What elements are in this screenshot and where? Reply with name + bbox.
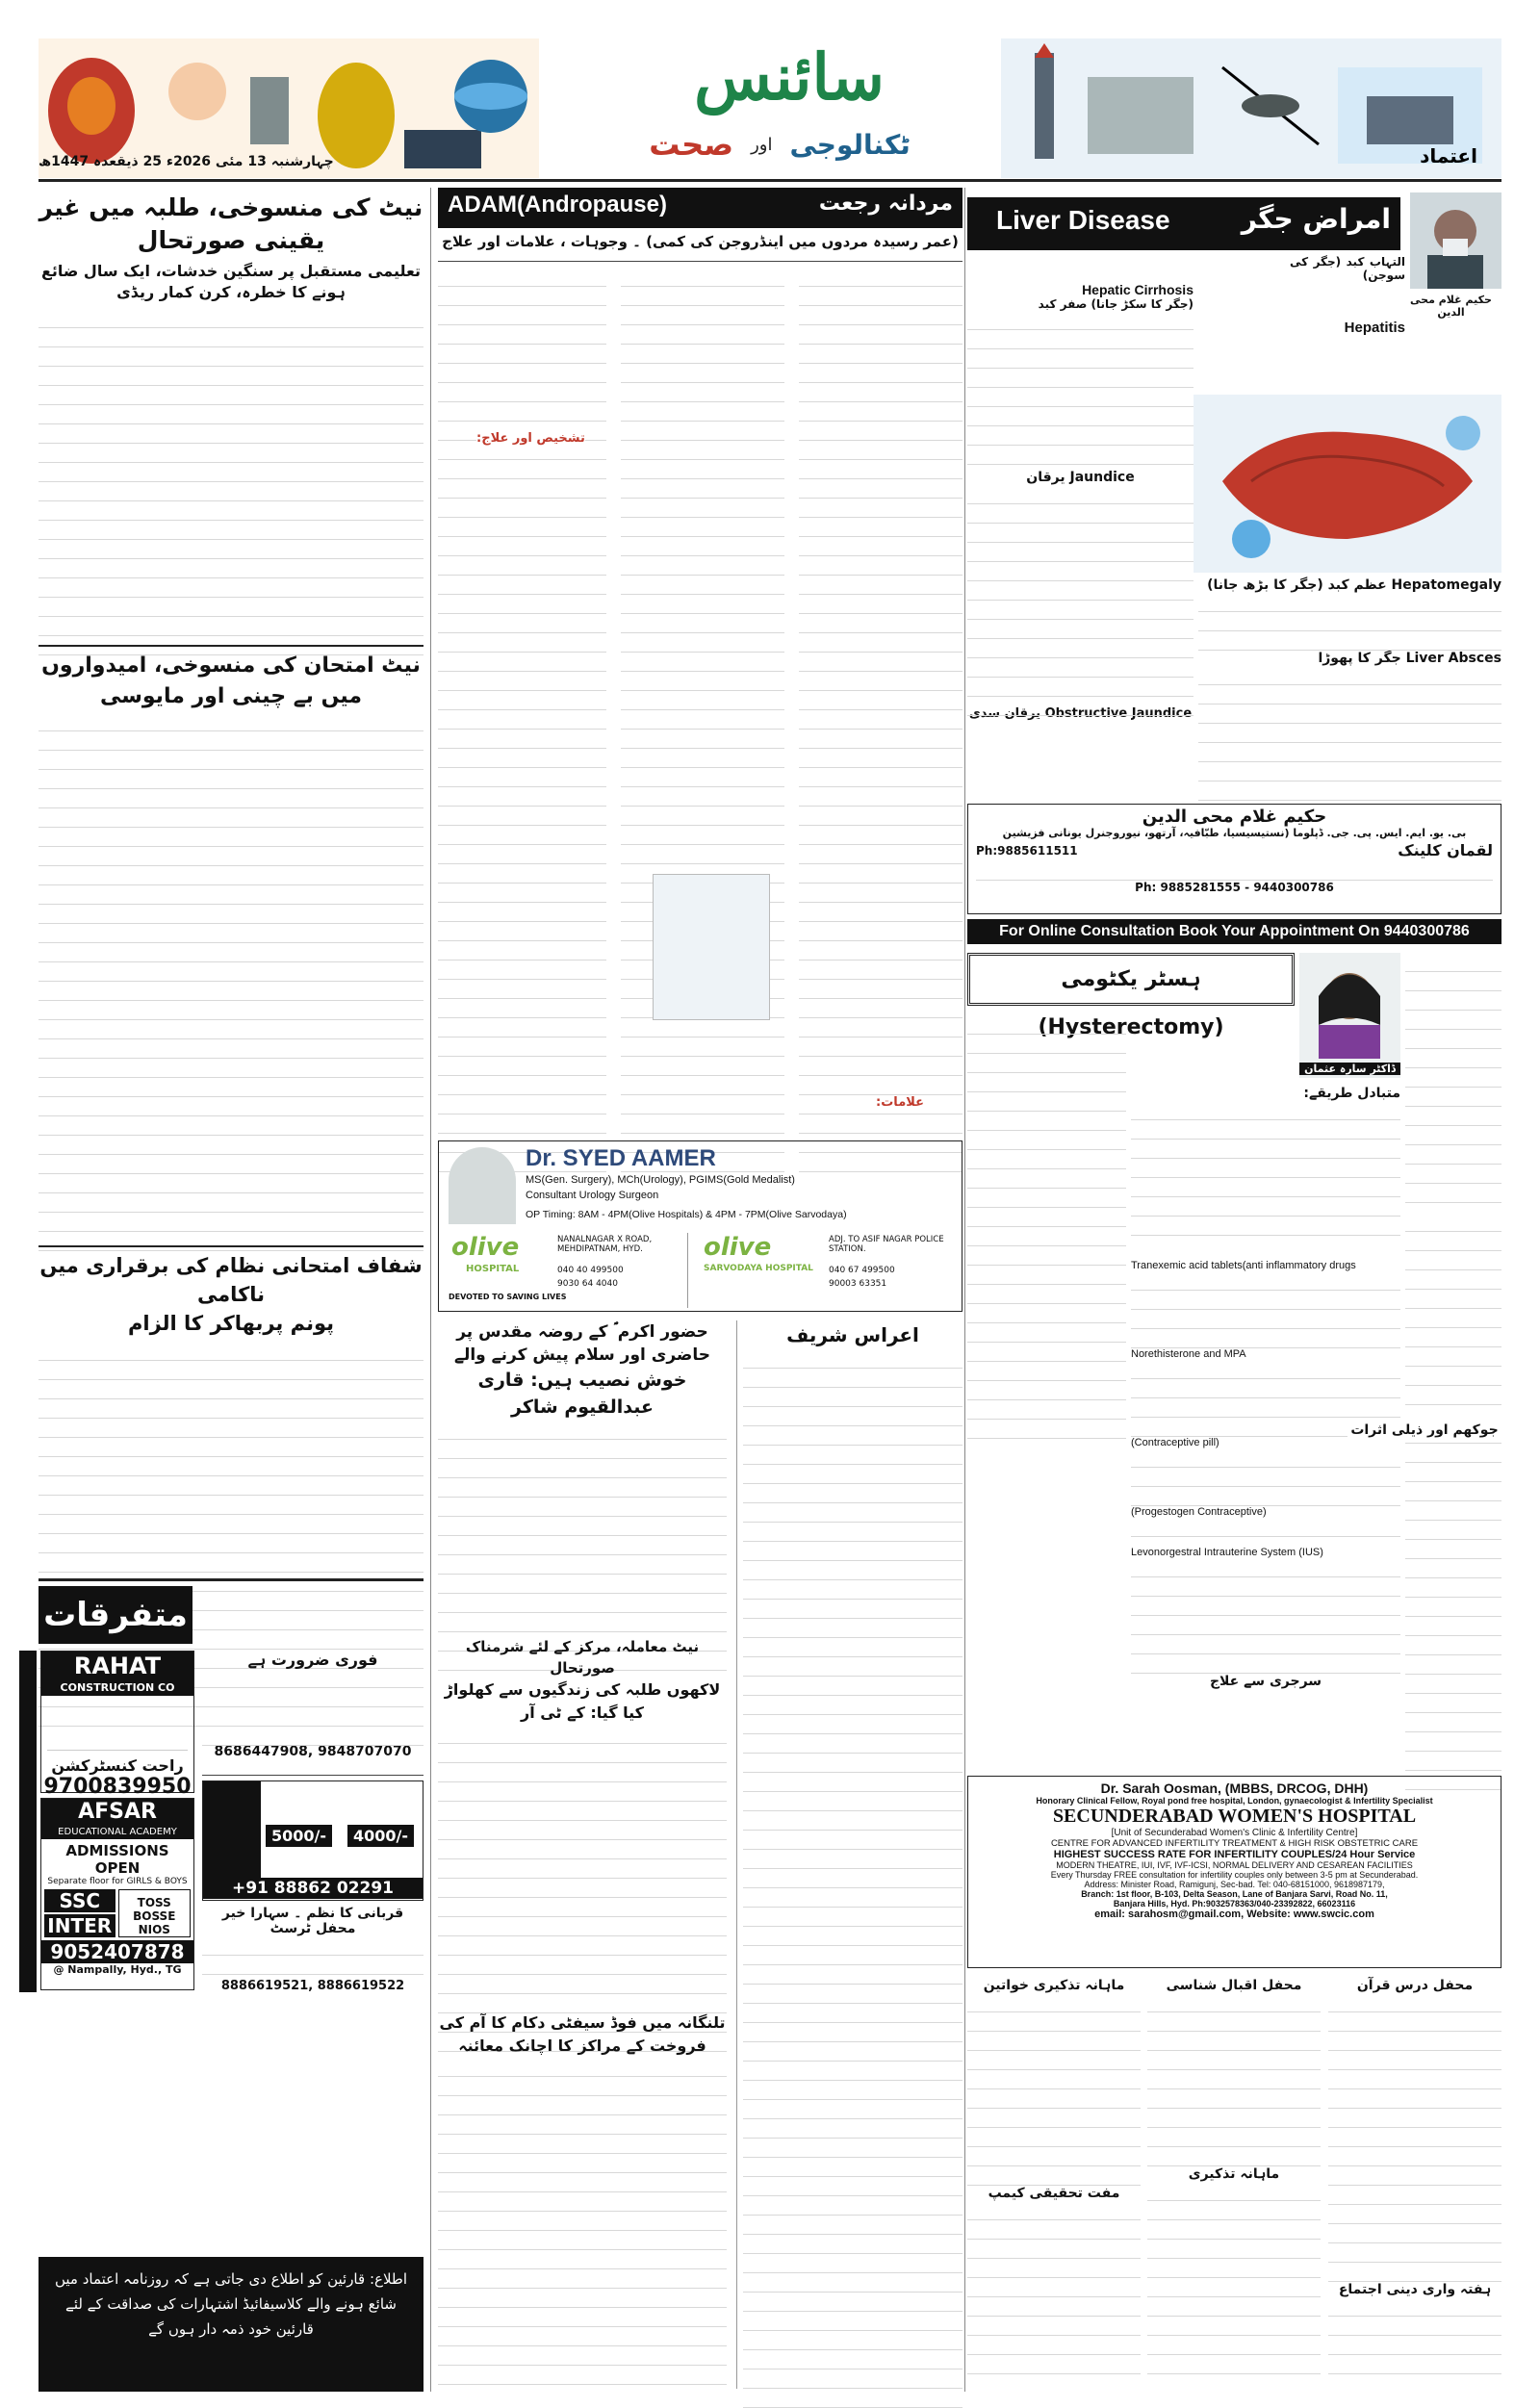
adam-title-urdu: مردانہ رجعت [818,192,953,216]
hakim-photo [1410,192,1502,289]
paper-logo: اعتماد [1420,144,1477,167]
hyst-meds [1131,1256,1400,1776]
swh-email: email: sarahosm@gmail.com, Website: www.swcic.com [1094,1908,1374,1920]
hyst-alternatives-heading: متبادل طریقے: [1303,1086,1400,1101]
obstructive-en: Obstructive Jaundice [1044,706,1193,721]
swh-ad [967,1776,1502,1968]
left-article-1-body [38,309,424,641]
med-5: Levonorgestral Intrauterine System (IUS) [1131,1547,1323,1558]
left-article-2-body [38,712,424,1242]
rahat-phone: 9700839950 [43,1775,192,1799]
hakim-ad [967,804,1502,914]
masthead-sub-2: ٹکنالوجی [789,128,911,161]
swh-title: SECUNDERABAD WOMEN'S HOSPITAL [1052,1806,1417,1827]
rahat-ad [40,1651,194,1799]
left-headline-2: نیٹ امتحان کی منسوخی، امیدواروں میں بے چینی اور مایوسی [41,653,421,708]
med-3: (Contraceptive pill) [1131,1437,1219,1448]
swh-line-2: HIGHEST SUCCESS RATE FOR INFERTILITY COUPLES/24 Hour Service [1053,1849,1416,1860]
masthead-sub-1: صحت [649,126,734,163]
hakim-caption: حکیم غلام محی الدین [1410,294,1492,319]
story-4-heading: تلنگانہ میں فوڈ سیفٹی دکام کا آم کی فروخت کے مراکز کا اچانک معائنہ [439,2013,726,2055]
qurbani-heading: قربانی کا نظم ۔ سہارا خیر محفل ٹرسٹ [221,1906,404,1936]
hepatitis-en: Hepatitis [1344,320,1405,336]
cirrhosis-ur: (جگر کا سکڑ جانا) صفر کبد [1038,297,1194,311]
swh-fellow: Honorary Clinical Fellow, Royal pond free hospital, London, gynaecologist & Infertility Specialist [1036,1796,1433,1806]
adam-illustration [653,874,770,1020]
hyst-doctor-caption: ڈاکٹر سارہ عثمان [1299,1063,1400,1075]
doctor-title: Consultant Urology Surgeon [526,1190,659,1201]
olive1-ph1: 040 40 499500 [557,1266,624,1275]
olive1-ph2: 9030 64 4040 [557,1279,618,1289]
afsar-separate: Separate floor for GIRLS & BOYS [47,1877,188,1886]
afsar-toss: TOSS BOSSE NIOS [118,1889,192,1937]
swh-line-1: CENTRE FOR ADVANCED INFERTILITY TREATMENT & HIGH RISK OBSTETRIC CARE [1050,1838,1419,1849]
luqman-clinic: لقمان کلینک [1398,841,1493,859]
notice-heading-5: ہفتہ واری دینی اجتماع [1338,2282,1492,2297]
liver-title-urdu: امراض جگر [1241,203,1391,235]
adam-title-en: ADAM(Andropause) [448,192,667,218]
hakim-ad-name: حکیم غلام محی الدین [1142,807,1327,827]
abscess-ur: جگر کا پھوڑا [1318,651,1401,666]
olive2-ph1: 040 67 499500 [829,1266,895,1275]
afsar-admissions: ADMISSIONS OPEN [65,1842,169,1877]
hepatomegaly-heading [1198,577,1502,593]
bottom-notices [967,1978,1502,2392]
hepatomegaly-ur: عظم کبد (جگر کا بڑھ جانا) [1207,577,1387,593]
doctor-name: Dr. SYED AAMER [526,1145,716,1171]
bhaskar-strip [19,1651,37,1992]
olive1-addr: NANALNAGAR X ROAD, MEHDIPATNAM, HYD. [557,1235,653,1254]
swh-line-3: MODERN THEATRE, IUI, IVF, IVF-ICSI, NORMAL DELIVERY AND CESAREAN FACILITIES [1056,1860,1413,1870]
masthead-date: چہارشنبہ 13 مئی 2026ء 25 ذیقعدہ 1447ھ [38,154,334,169]
abscess-en: Liver Absces [1405,651,1502,666]
madrasa-ad: 5000/- 4000/- +91 88862 02291 [202,1780,424,1901]
story-3-heading: لاکھوں طلبہ کی زندگیوں سے کھلواڑ کیا گیا: کے ٹی آر [444,1680,721,1722]
hakim-portrait-icon [1410,192,1502,289]
swh-address: Address: Minister Road, Ramigunj, Sec-bad. Tel: 040-68151000, 9618987179, [1084,1880,1385,1889]
olive2-ph2: 90003 63351 [829,1279,887,1289]
jaundice-ur: یرقان [1026,470,1065,485]
olive1-sub: HOSPITAL [466,1264,520,1274]
afsar-inter: INTER [44,1914,116,1937]
story-2 [438,1320,727,1628]
med-4: (Progestogen Contraceptive) [1131,1506,1267,1518]
hyst-body-right [1405,953,1502,1203]
qurbani-ad [202,1906,424,1992]
hepatitis-urdu: التہاب کبد (جگر کی سوجن) [1290,255,1405,282]
swh-branch-2: Banjara Hills, Hyd. Ph:9032578363/040-23392822, 66023116 [1113,1899,1356,1908]
clinic-phone-1: Ph:9885611511 [976,843,1078,858]
mutafarriqat-heading: متفرقات [38,1586,192,1644]
hyst-surgery-heading: سرجری سے علاج [1209,1674,1322,1689]
olive1-tag: DEVOTED TO SAVING LIVES [449,1293,567,1301]
hakim-ad-quals: بی. یو. ایم. ایس. پی. جی. ڈپلوما (نستیسیسیا، طبّافیہ، آرتھو، نیوروجنرل یونانی فزیشین [1002,827,1467,839]
op-timing: OP Timing: 8AM - 4PM(Olive Hospitals) & 4PM - 7PM(Olive Sarvodaya) [526,1209,847,1220]
clinic-phone-2: Ph: 9885281555 - 9440300786 [1135,881,1334,894]
jaundice-en: Jaundice [1069,470,1135,485]
story-2-subheading: خوش نصیب ہیں: قاری عبدالقیوم شاکر [477,1370,687,1418]
masthead-sub-and: اور [751,134,773,155]
adam-symptoms-heading: علامات: [876,1095,924,1110]
liver-title-en: Liver Disease [996,205,1170,235]
notice-heading-3: محفل اقبال شناسی [1166,1978,1302,1993]
olive-ad [438,1140,962,1312]
online-consult-bar: For Online Consultation Book Your Appointment On 9440300786 [967,919,1502,944]
adam-body [438,268,962,1134]
fori-ad [202,1651,424,1776]
liver-illustration [1194,395,1502,573]
fori-heading: فوری ضرورت ہے [247,1651,378,1669]
swh-line-4: Every Thursday FREE consultation for infertility couples only between 3-5 pm at Secunderabad. [1050,1870,1419,1880]
olive2-sub: SARVODAYA HOSPITAL [704,1264,813,1273]
olive2-logo: olive [704,1233,772,1262]
afsar-title: AFSAR [41,1799,193,1826]
hyst-risks-heading: جوکھم اور ذیلی اثرات [1348,1422,1502,1438]
adam-subtitle: (عمر رسیدہ مردوں میں اینڈروجن کی کمی) ۔ وجوہات ، علامات اور علاج [438,233,962,262]
left-subhead-1: تعلیمی مستقبل پر سنگین خدشات، ایک سال ضائع ہونے کا خطرہ، کرن کمار ریڈی [40,262,422,301]
rahat-urdu: راحت کنسٹرکشن [51,1756,184,1775]
story-4 [438,2011,727,2392]
afsar-ad [40,1798,194,1990]
liver-title-box [967,197,1400,250]
olive2-addr: ADJ. TO ASIF NAGAR POLICE STATION. [829,1235,944,1254]
left-headline-3a: شفاف امتحانی نظام کی برقراری میں ناکامی [39,1254,423,1306]
cirrhosis-en: Hepatic Cirrhosis [1082,282,1194,297]
hyst-risks [1405,1213,1502,1771]
liver-body [967,255,1194,794]
story-3 [438,1636,727,2002]
afsar-sub: EDUCATIONAL ACADEMY [41,1826,193,1839]
afsar-phone: 9052407878 [41,1940,193,1963]
rahat-sub: CONSTRUCTION CO [41,1680,193,1696]
left-column [38,188,424,1574]
left-headline-1: نیٹ کی منسوخی، طلبہ میں غیر یقینی صورتحال [38,193,424,254]
urs-heading: اعراس شریف [786,1323,919,1346]
olive1-logo: olive [451,1233,520,1262]
hepatomegaly-en: Hepatomegaly [1391,577,1502,593]
classified-notice: اطلاع: قارئین کو اطلاع دی جاتی ہے کہ روزنامہ اعتماد میں شائع ہونے والے کلاسیفائیڈ اشتہارات کی صداقت کے لئے قارئین خود ذمہ دار ہوں گے [38,2257,424,2392]
madrasa-phone: +91 88862 02291 [203,1878,423,1899]
rahat-title: RAHAT [41,1652,193,1680]
urs-column [736,1320,962,2389]
hyst-alternatives [1131,1086,1400,1249]
story-3-subheading: نیٹ معاملہ، مرکز کے لئے شرمناک صورتحال [465,1638,700,1677]
abscess-heading [1198,651,1502,666]
doctor-photo [449,1147,516,1224]
afsar-ssc: SSC [44,1889,116,1912]
notice-heading-6: مفت تحقیقی کیمپ [988,2186,1120,2201]
afsar-location: @ Nampally, Hyd., TG [53,1963,182,1976]
adam-treatment-heading: تشخیص اور علاج: [476,431,585,446]
swh-branch: Branch: 1st floor, B-103, Delta Season, Lane of Banjara Sarvi, Road No. 11, [1081,1889,1388,1899]
hyst-title: ہسٹر یکٹومی (Hysterectomy) [1038,967,1224,1039]
masthead-title: سائنس [694,39,885,115]
swh-unit: [Unit of Secunderabad Women's Clinic & Infertility Centre] [1111,1828,1358,1838]
female-doctor-icon [1299,953,1400,1059]
hyst-left-col [967,1015,1126,1420]
story-2-heading: حضور اکرم ؐ کے روضہ مقدس پر حاضری اور سلام پیش کرنے والے [454,1322,710,1365]
qurbani-phone: 8886619521, 8886619522 [220,1979,405,1993]
notice-heading-1: محفل درس قرآن [1356,1978,1474,1993]
med-2: Norethisterone and MPA [1131,1348,1246,1360]
hyst-doctor-photo [1299,953,1400,1078]
left-headline-3b: پونم پربھاکر کا الزام [127,1312,335,1335]
notice-heading-2: ماہانہ تذکیری خواتین [983,1978,1125,1993]
fori-phone: 8686447908, 9848707070 [214,1744,412,1759]
obstructive-ur: یرقان سدی [968,706,1041,721]
notice-heading-4: ماہانہ تذکیری [1188,2166,1280,2182]
med-1: Tranexemic acid tablets(anti inflammatory drugs [1131,1260,1356,1271]
adam-title-box [438,188,962,228]
swh-doctor: Dr. Sarah Oosman, (MBBS, DRCOG, DHH) [1100,1780,1369,1796]
hepatomegaly-section [1198,577,1502,799]
jaundice-heading [967,470,1194,485]
doctor-quals: MS(Gen. Surgery), MCh(Urology), PGIMS(Gold Medalist) [526,1174,795,1186]
hyst-title-box [967,953,1295,1039]
hepatitis-label [1290,318,1405,346]
